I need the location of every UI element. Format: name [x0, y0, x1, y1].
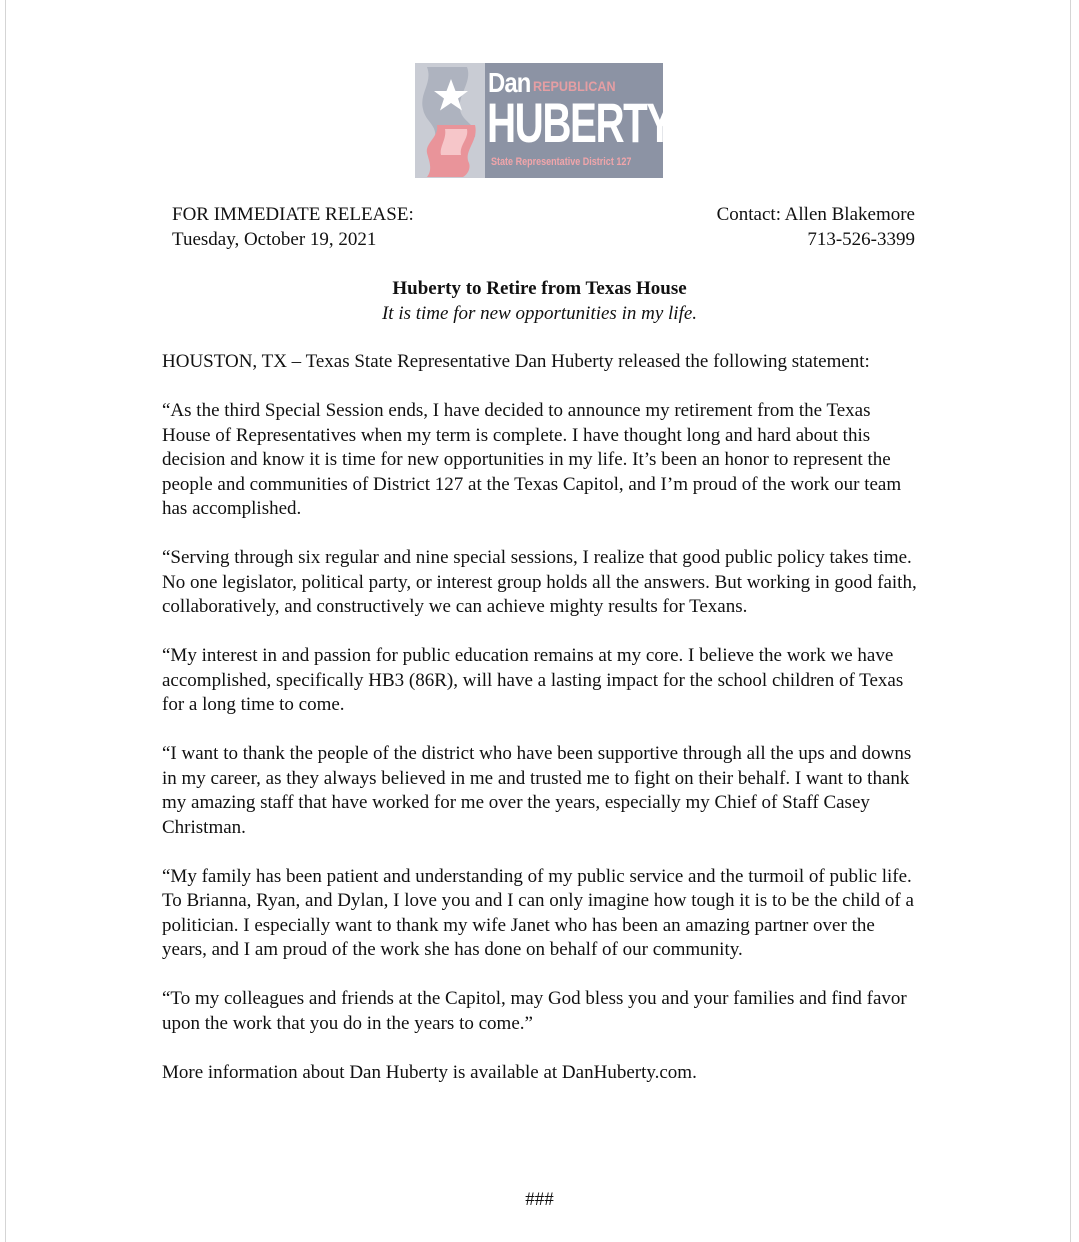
paragraph-dateline: HOUSTON, TX – Texas State Representative Dan Huberty released the following statement:: [162, 351, 870, 372]
release-date: Tuesday, October 19, 2021: [172, 229, 377, 250]
paragraph-family: “My family has been patient and understanding of my public service and the turmoil of public life. To Brianna, Ryan, and Dylan, I love you and I can only imagine how tough it is to be the child of a politician. I especially want to thank my wife Janet who has been an amazing partner over the years, and I am proud of the work she has done on behalf of our community.: [162, 865, 914, 960]
paragraph-colleagues: “To my colleagues and friends at the Capitol, may God bless you and your families and find favor upon the work that you do in the years to come.”: [162, 988, 907, 1034]
paragraph-education: “My interest in and passion for public education remains at my core. I believe the work we have accomplished, specifically HB3 (86R), will have a lasting impact for the school children of Texas for a long time to come.: [162, 645, 904, 715]
logo-first-name: Dan: [488, 67, 531, 98]
contact-name: Contact: Allen Blakemore: [716, 204, 915, 225]
campaign-logo: [415, 63, 672, 178]
contact-phone: 713-526-3399: [807, 229, 915, 250]
logo-last-name: HUBERTY: [487, 91, 672, 154]
subheadline: It is time for new opportunities in my life.: [381, 303, 698, 324]
press-release-body: [162, 350, 922, 1110]
contact-info: [717, 202, 915, 252]
headline: Huberty to Retire from Texas House: [392, 278, 687, 299]
logo-party: REPUBLICAN: [533, 78, 616, 94]
end-mark: ###: [525, 1189, 554, 1210]
release-info: [172, 202, 414, 252]
paragraph-retirement: “As the third Special Session ends, I have decided to announce my retirement from the Texas House of Representatives when my term is complete. I have thought long and hard about this decision and know it is time for new opportunities in my life. It’s been an honor to represent the people and communities of District 127 at the Texas Capitol, and I’m proud of the work our team has accomplished.: [162, 400, 902, 519]
paragraph-sessions: “Serving through six regular and nine special sessions, I realize that good public policy takes time. No one legislator, political party, or interest group holds all the answers. But working in good faith, collaboratively, and constructively we can achieve mighty results for Texans.: [162, 547, 917, 617]
paragraph-thanks-district: “I want to thank the people of the district who have been supportive through all the ups and downs in my career, as they always believed in me and trusted me to fight on their behalf. I want to thank my amazing staff that have worked for me over the years, especially my Chief of Staff Casey Christman.: [162, 743, 912, 838]
title-block: [0, 276, 1079, 326]
paragraph-more-info: More information about Dan Huberty is available at DanHuberty.com.: [162, 1061, 697, 1083]
release-label: FOR IMMEDIATE RELEASE:: [172, 204, 414, 225]
logo-subtitle: State Representative District 127: [491, 156, 632, 168]
